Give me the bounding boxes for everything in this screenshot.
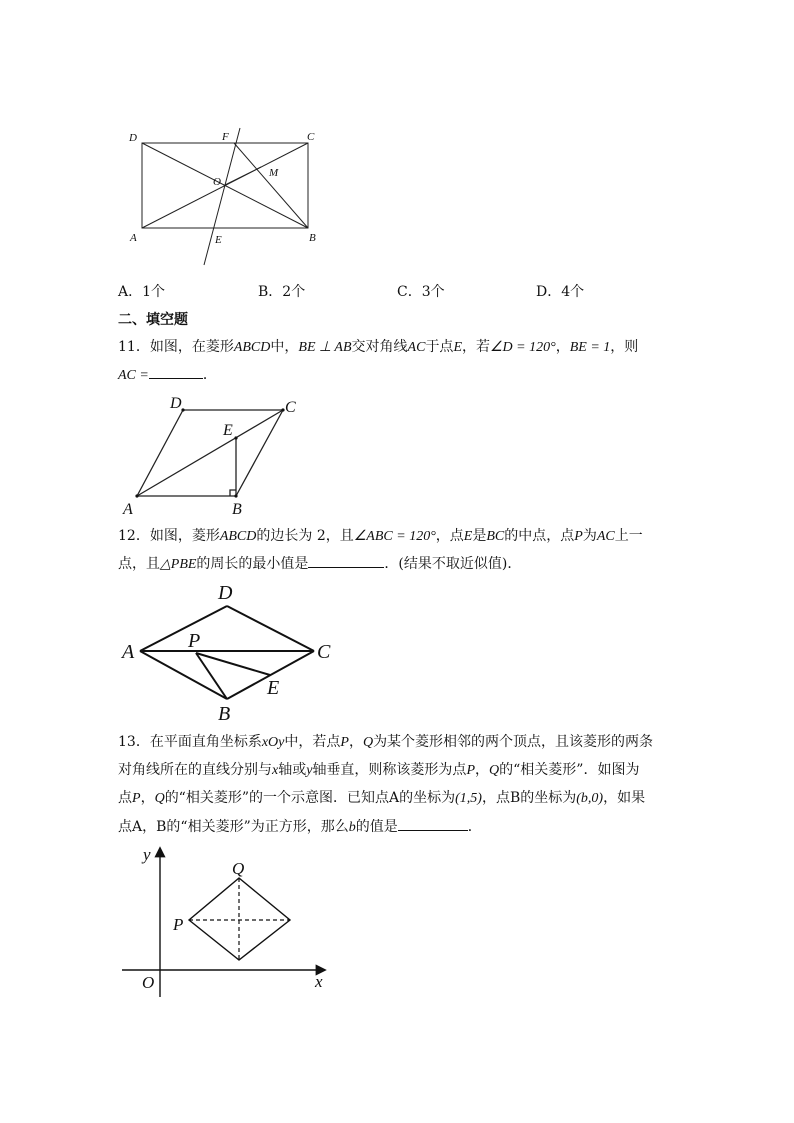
segment-om: [225, 167, 261, 185]
label-c: C: [317, 641, 331, 663]
segment-pe: [196, 653, 270, 675]
choice-text: 4个: [561, 284, 585, 300]
answer-blank: [308, 553, 384, 568]
label-c: C: [285, 399, 296, 416]
question-13-line1: 13．在平面直角坐标系xOy中，若点P，Q为某个菱形相邻的两个顶点，且该菱形的两条: [118, 734, 654, 750]
figure-rhombus-q12: [118, 578, 340, 726]
label-m: M: [269, 167, 279, 179]
label-a: A: [122, 641, 135, 663]
label-b: B: [309, 232, 316, 244]
label-o: O: [213, 176, 221, 188]
segment-fb: [234, 143, 308, 228]
choice-letter: A: [118, 284, 129, 300]
choice-a: A．1个: [118, 284, 166, 300]
label-f: F: [222, 131, 229, 143]
answer-blank: [149, 364, 203, 379]
label-a: A: [123, 501, 133, 518]
label-o: O: [142, 973, 155, 992]
choice-text: 1个: [142, 284, 166, 300]
label-q: Q: [232, 859, 245, 878]
answer-blank: [398, 816, 468, 831]
figure-rectangle-abcd: [118, 122, 333, 272]
figure-rhombus-q11: [120, 390, 315, 518]
label-e: E: [223, 422, 233, 439]
figure-related-rhombus: [118, 842, 340, 1002]
label-x: x: [315, 972, 323, 991]
choice-letter: C: [397, 284, 408, 300]
label-b: B: [232, 501, 242, 518]
label-e: E: [267, 677, 280, 699]
choice-letter: D: [536, 284, 548, 300]
question-12-line1: 12．如图，菱形ABCD的边长为 2，且∠ABC = 120°，点E是BC的中点，点P为AC上一: [118, 528, 643, 544]
label-a: A: [130, 232, 137, 244]
label-p: P: [188, 630, 201, 652]
choice-d: D．4个: [536, 284, 585, 300]
side-ad: [140, 606, 227, 651]
side-dc: [227, 606, 314, 651]
label-b: B: [218, 703, 231, 725]
section-title: 二、填空题: [118, 312, 188, 328]
label-e: E: [215, 234, 222, 246]
label-p: P: [173, 915, 184, 934]
diagonal-ac: [137, 410, 283, 496]
line-ef: [204, 128, 240, 265]
question-13-line2: 对角线所在的直线分别与x轴或y轴垂直，则称该菱形为点P，Q的“相关菱形”．如图为: [118, 762, 640, 778]
choice-text: 3个: [421, 284, 445, 300]
question-13-line4: 点A，B的“相关菱形”为正方形，那么b的值是 ．: [118, 816, 482, 838]
label-d: D: [170, 395, 182, 412]
label-c: C: [307, 131, 315, 143]
question-11-line1: 11．如图，在菱形ABCD中，BE ⊥ AB交对角线AC于点E，若∠D = 120°，BE = 1，则: [118, 339, 639, 355]
label-y: y: [143, 845, 151, 864]
choice-b: B．2个: [258, 284, 306, 300]
choice-text: 2个: [282, 284, 306, 300]
question-11-line2: AC = ．: [118, 364, 217, 386]
choice-letter: B: [258, 284, 269, 300]
question-12-line2: 点，且△PBE的周长的最小值是 ．(结果不取近似值)．: [118, 553, 521, 575]
choice-c: C．3个: [397, 284, 445, 300]
label-d: D: [129, 132, 137, 144]
question-13-line3: 点P，Q的“相关菱形”的一个示意图．已知点A的坐标为(1,5)，点B的坐标为(b,0)，如果: [118, 790, 646, 806]
rhombus: [189, 878, 290, 960]
label-d: D: [218, 582, 233, 604]
side-cb: [236, 410, 283, 496]
